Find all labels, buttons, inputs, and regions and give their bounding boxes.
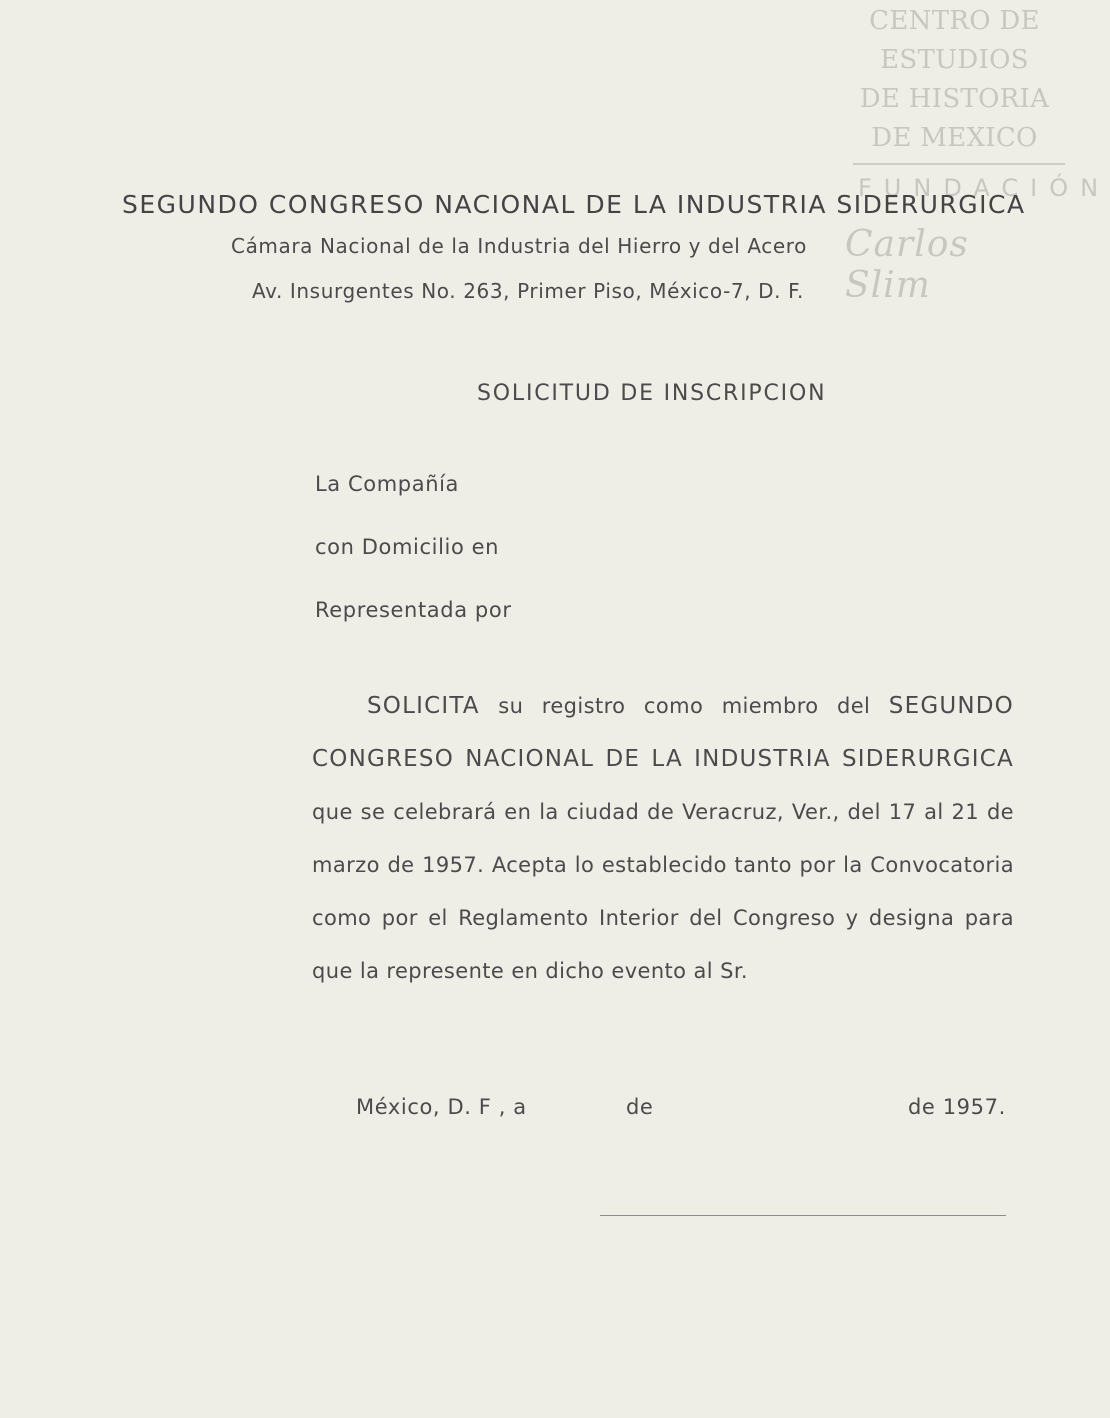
archive-stamp	[852, 2, 1057, 158]
date-place: México, D. F , a	[356, 1095, 527, 1119]
request-text-1: su registro como miembro del	[479, 694, 889, 718]
date-year: de 1957.	[908, 1095, 1006, 1119]
stamp-line-3: DE HISTORIA	[859, 84, 1050, 114]
stamp-signature: Carlos Slim	[845, 224, 969, 306]
letterhead-title: SEGUNDO CONGRESO NACIONAL DE LA INDUSTRIA SIDERURGICA	[122, 190, 1026, 219]
congress-name: SEGUNDO CONGRESO NACIONAL DE LA INDUSTRIA SIDERURGICA	[312, 693, 1014, 772]
stamp-divider	[853, 163, 1065, 165]
field-company-label: La Compañía	[315, 472, 460, 496]
letterhead-address: Av. Insurgentes No. 263, Primer Piso, México-7, D. F.	[252, 279, 804, 303]
request-paragraph	[312, 680, 1014, 998]
request-lead: SOLICITA	[367, 693, 480, 719]
letterhead-chamber: Cámara Nacional de la Industria del Hierro y del Acero	[231, 234, 807, 258]
signature-line	[600, 1215, 1006, 1216]
request-text-2: que se celebrará en la ciudad de Veracruz, Ver., del 17 al 21 de marzo de 1957. Acepta lo establecido tanto por la Convocatoria como por el Reglamento Interior del Congreso y designa para que la represente en dicho evento al Sr.	[312, 800, 1014, 983]
stamp-line-4: DE MEXICO	[871, 123, 1038, 153]
form-title: SOLICITUD DE INSCRIPCION	[477, 381, 827, 406]
stamp-fundacion: FUNDACIÓN	[858, 174, 1110, 202]
stamp-line-2: ESTUDIOS	[880, 45, 1029, 75]
date-de: de	[626, 1095, 654, 1119]
stamp-line-1: CENTRO DE	[869, 6, 1040, 36]
field-domicile-label: con Domicilio en	[315, 535, 500, 559]
field-represented-by-label: Representada por	[315, 598, 512, 622]
